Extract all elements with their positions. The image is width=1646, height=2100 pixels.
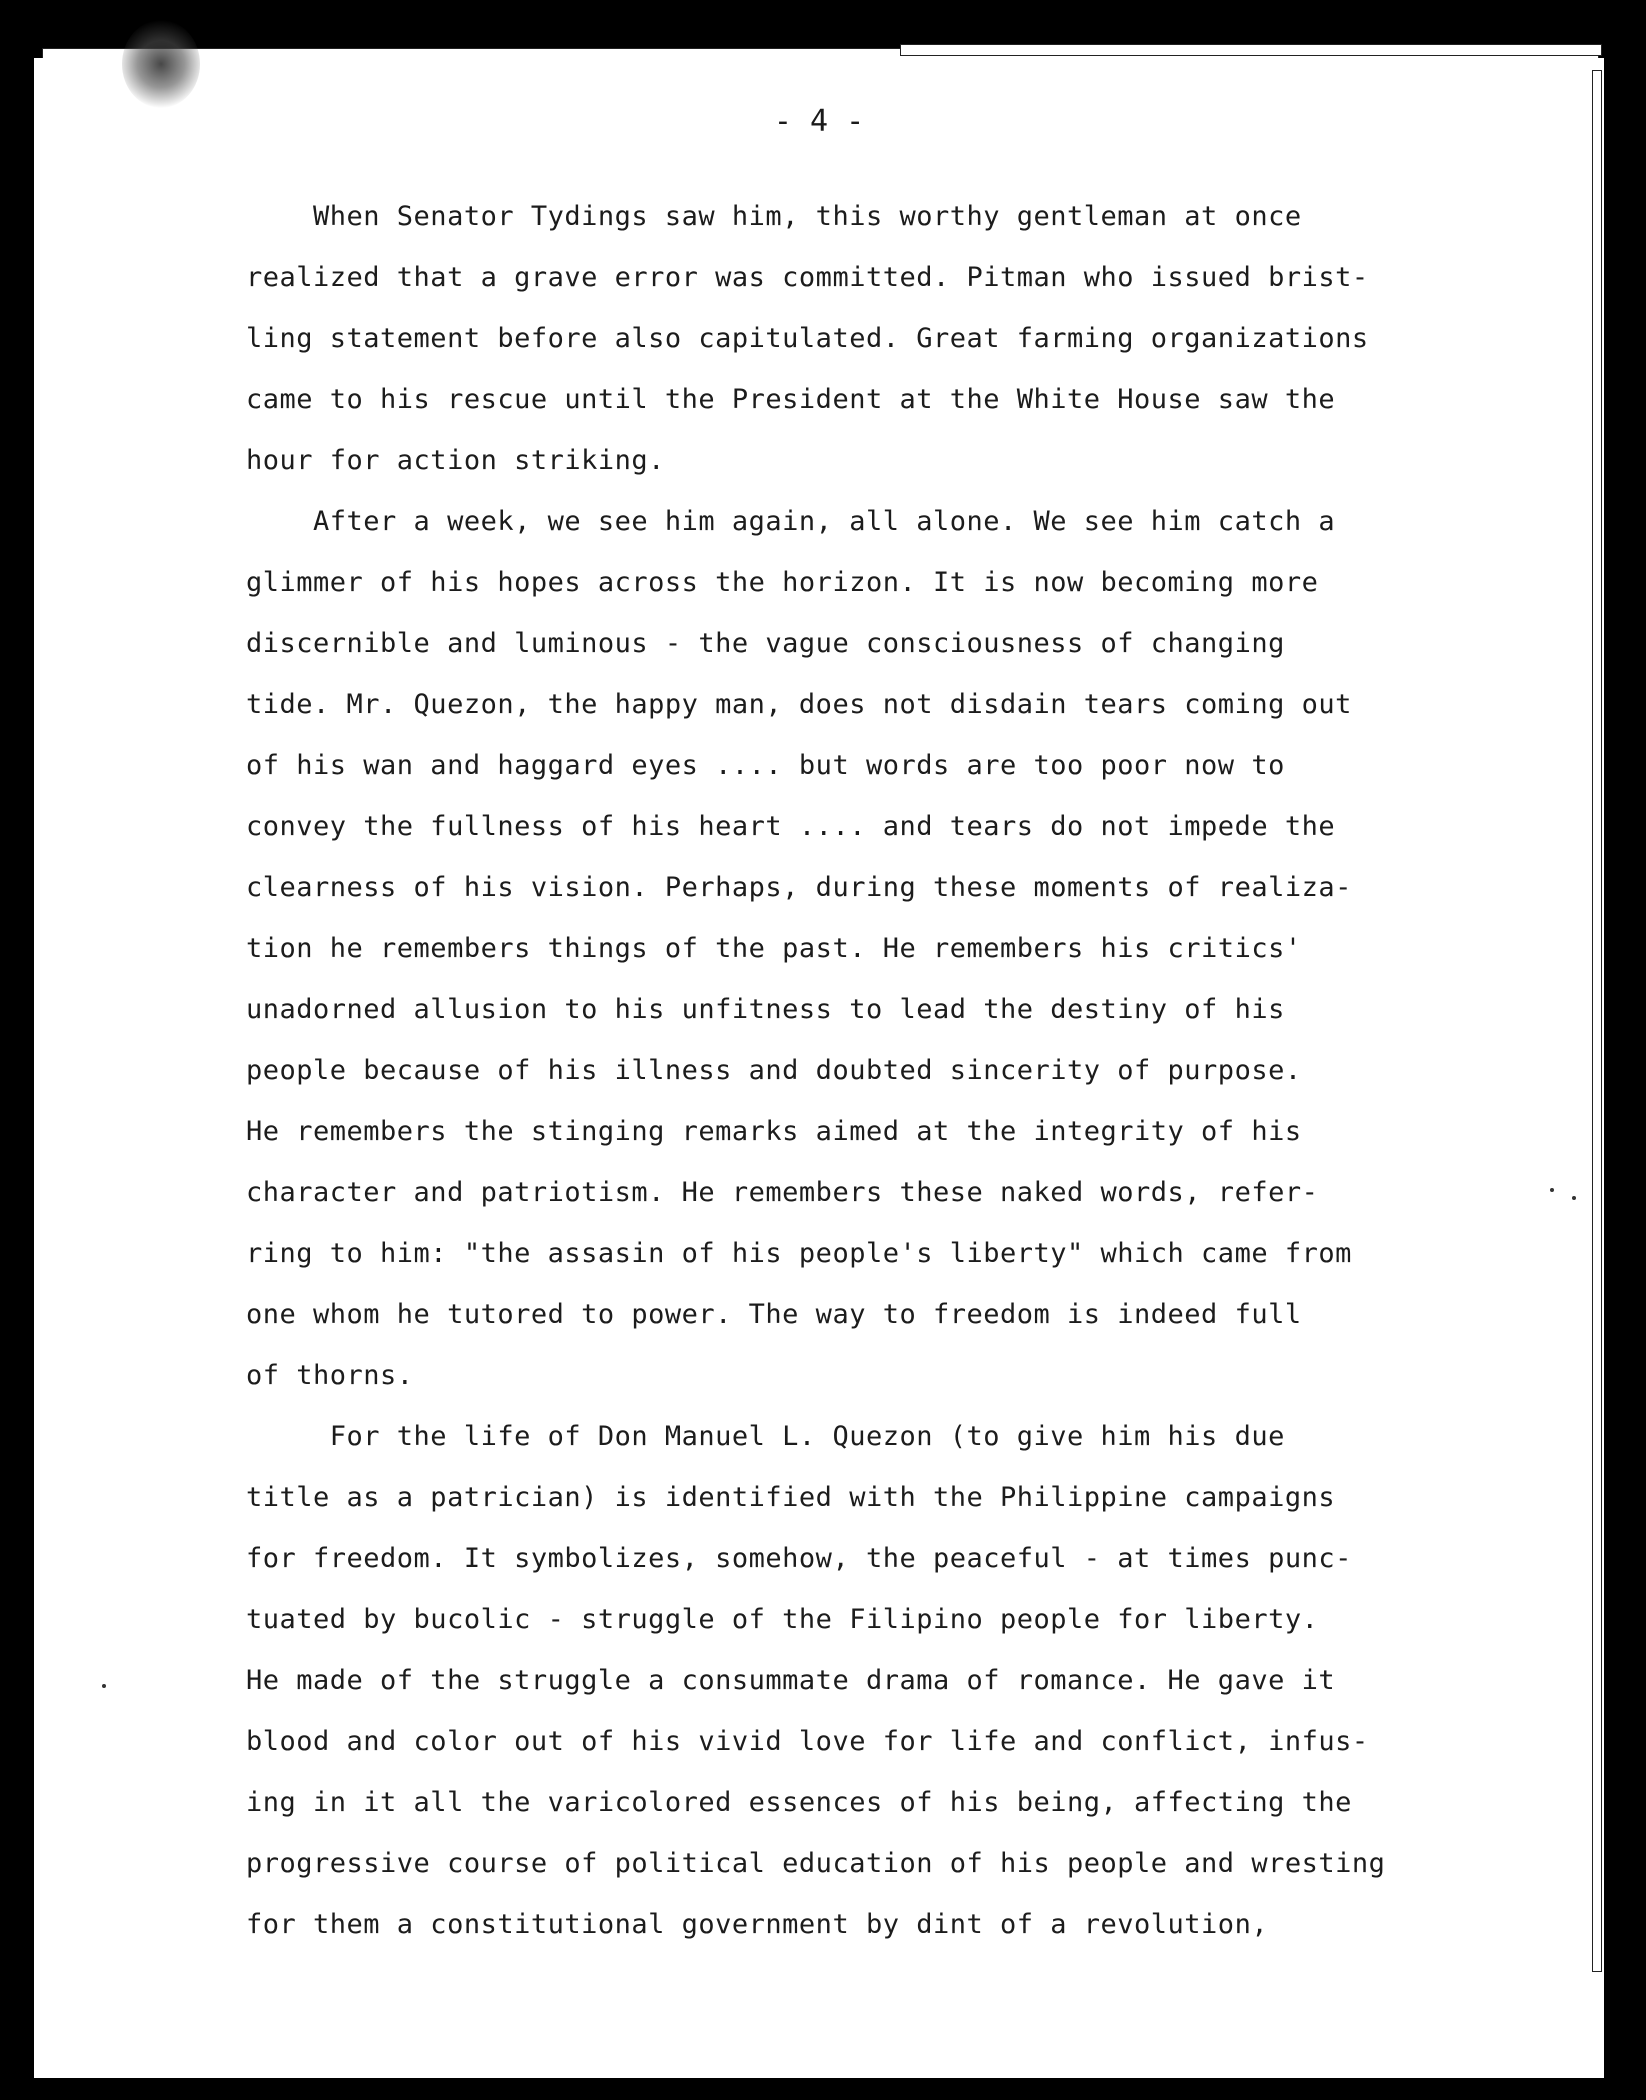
page-stack-edge [1592, 70, 1602, 1972]
text-line: one whom he tutored to power. The way to freedom is indeed full [246, 1299, 1302, 1330]
body-text [246, 186, 1546, 1955]
text-line: For the life of Don Manuel L. Quezon (to give him his due [246, 1421, 1285, 1452]
text-line: blood and color out of his vivid love for life and conflict, infus- [246, 1726, 1369, 1757]
paper-speck [102, 1684, 106, 1688]
text-line: character and patriotism. He remembers these naked words, refer- [246, 1177, 1319, 1208]
text-line: convey the fullness of his heart .... and tears do not impede the [246, 811, 1336, 842]
paper-speck [1572, 1196, 1576, 1200]
text-line: He remembers the stinging remarks aimed at the integrity of his [246, 1116, 1302, 1147]
text-line: He made of the struggle a consummate drama of romance. He gave it [246, 1665, 1336, 1696]
ink-smudge [122, 20, 200, 108]
document-page [34, 58, 1604, 2078]
text-line: ling statement before also capitulated. Great farming organizations [246, 323, 1369, 354]
text-line: discernible and luminous - the vague consciousness of changing [246, 628, 1285, 659]
text-line: tion he remembers things of the past. He remembers his critics' [246, 933, 1302, 964]
page-stack-edge [900, 44, 1602, 56]
text-line: clearness of his vision. Perhaps, during these moments of realiza- [246, 872, 1352, 903]
page-number: - 4 - [773, 104, 865, 139]
text-line: tide. Mr. Quezon, the happy man, does not disdain tears coming out [246, 689, 1352, 720]
text-line: realized that a grave error was committed. Pitman who issued brist- [246, 262, 1369, 293]
text-line: glimmer of his hopes across the horizon. It is now becoming more [246, 567, 1319, 598]
text-line: hour for action striking. [246, 445, 665, 476]
text-line: people because of his illness and doubted sincerity of purpose. [246, 1055, 1302, 1086]
text-line: title as a patrician) is identified with the Philippine campaigns [246, 1482, 1336, 1513]
text-line: unadorned allusion to his unfitness to lead the destiny of his [246, 994, 1285, 1025]
text-line: tuated by bucolic - struggle of the Filipino people for liberty. [246, 1604, 1319, 1635]
text-line: for them a constitutional government by dint of a revolution, [246, 1909, 1269, 1940]
text-line: came to his rescue until the President at the White House saw the [246, 384, 1336, 415]
text-line: ring to him: "the assasin of his people's liberty" which came from [246, 1238, 1352, 1269]
text-line: After a week, we see him again, all alone. We see him catch a [246, 506, 1336, 537]
text-line: for freedom. It symbolizes, somehow, the peaceful - at times punc- [246, 1543, 1352, 1574]
text-line: of his wan and haggard eyes .... but words are too poor now to [246, 750, 1285, 781]
text-line: progressive course of political education of his people and wresting [246, 1848, 1386, 1879]
text-line: ing in it all the varicolored essences of his being, affecting the [246, 1787, 1352, 1818]
text-line: When Senator Tydings saw him, this worthy gentleman at once [246, 201, 1302, 232]
text-line: of thorns. [246, 1360, 414, 1391]
paper-speck [1550, 1188, 1554, 1192]
